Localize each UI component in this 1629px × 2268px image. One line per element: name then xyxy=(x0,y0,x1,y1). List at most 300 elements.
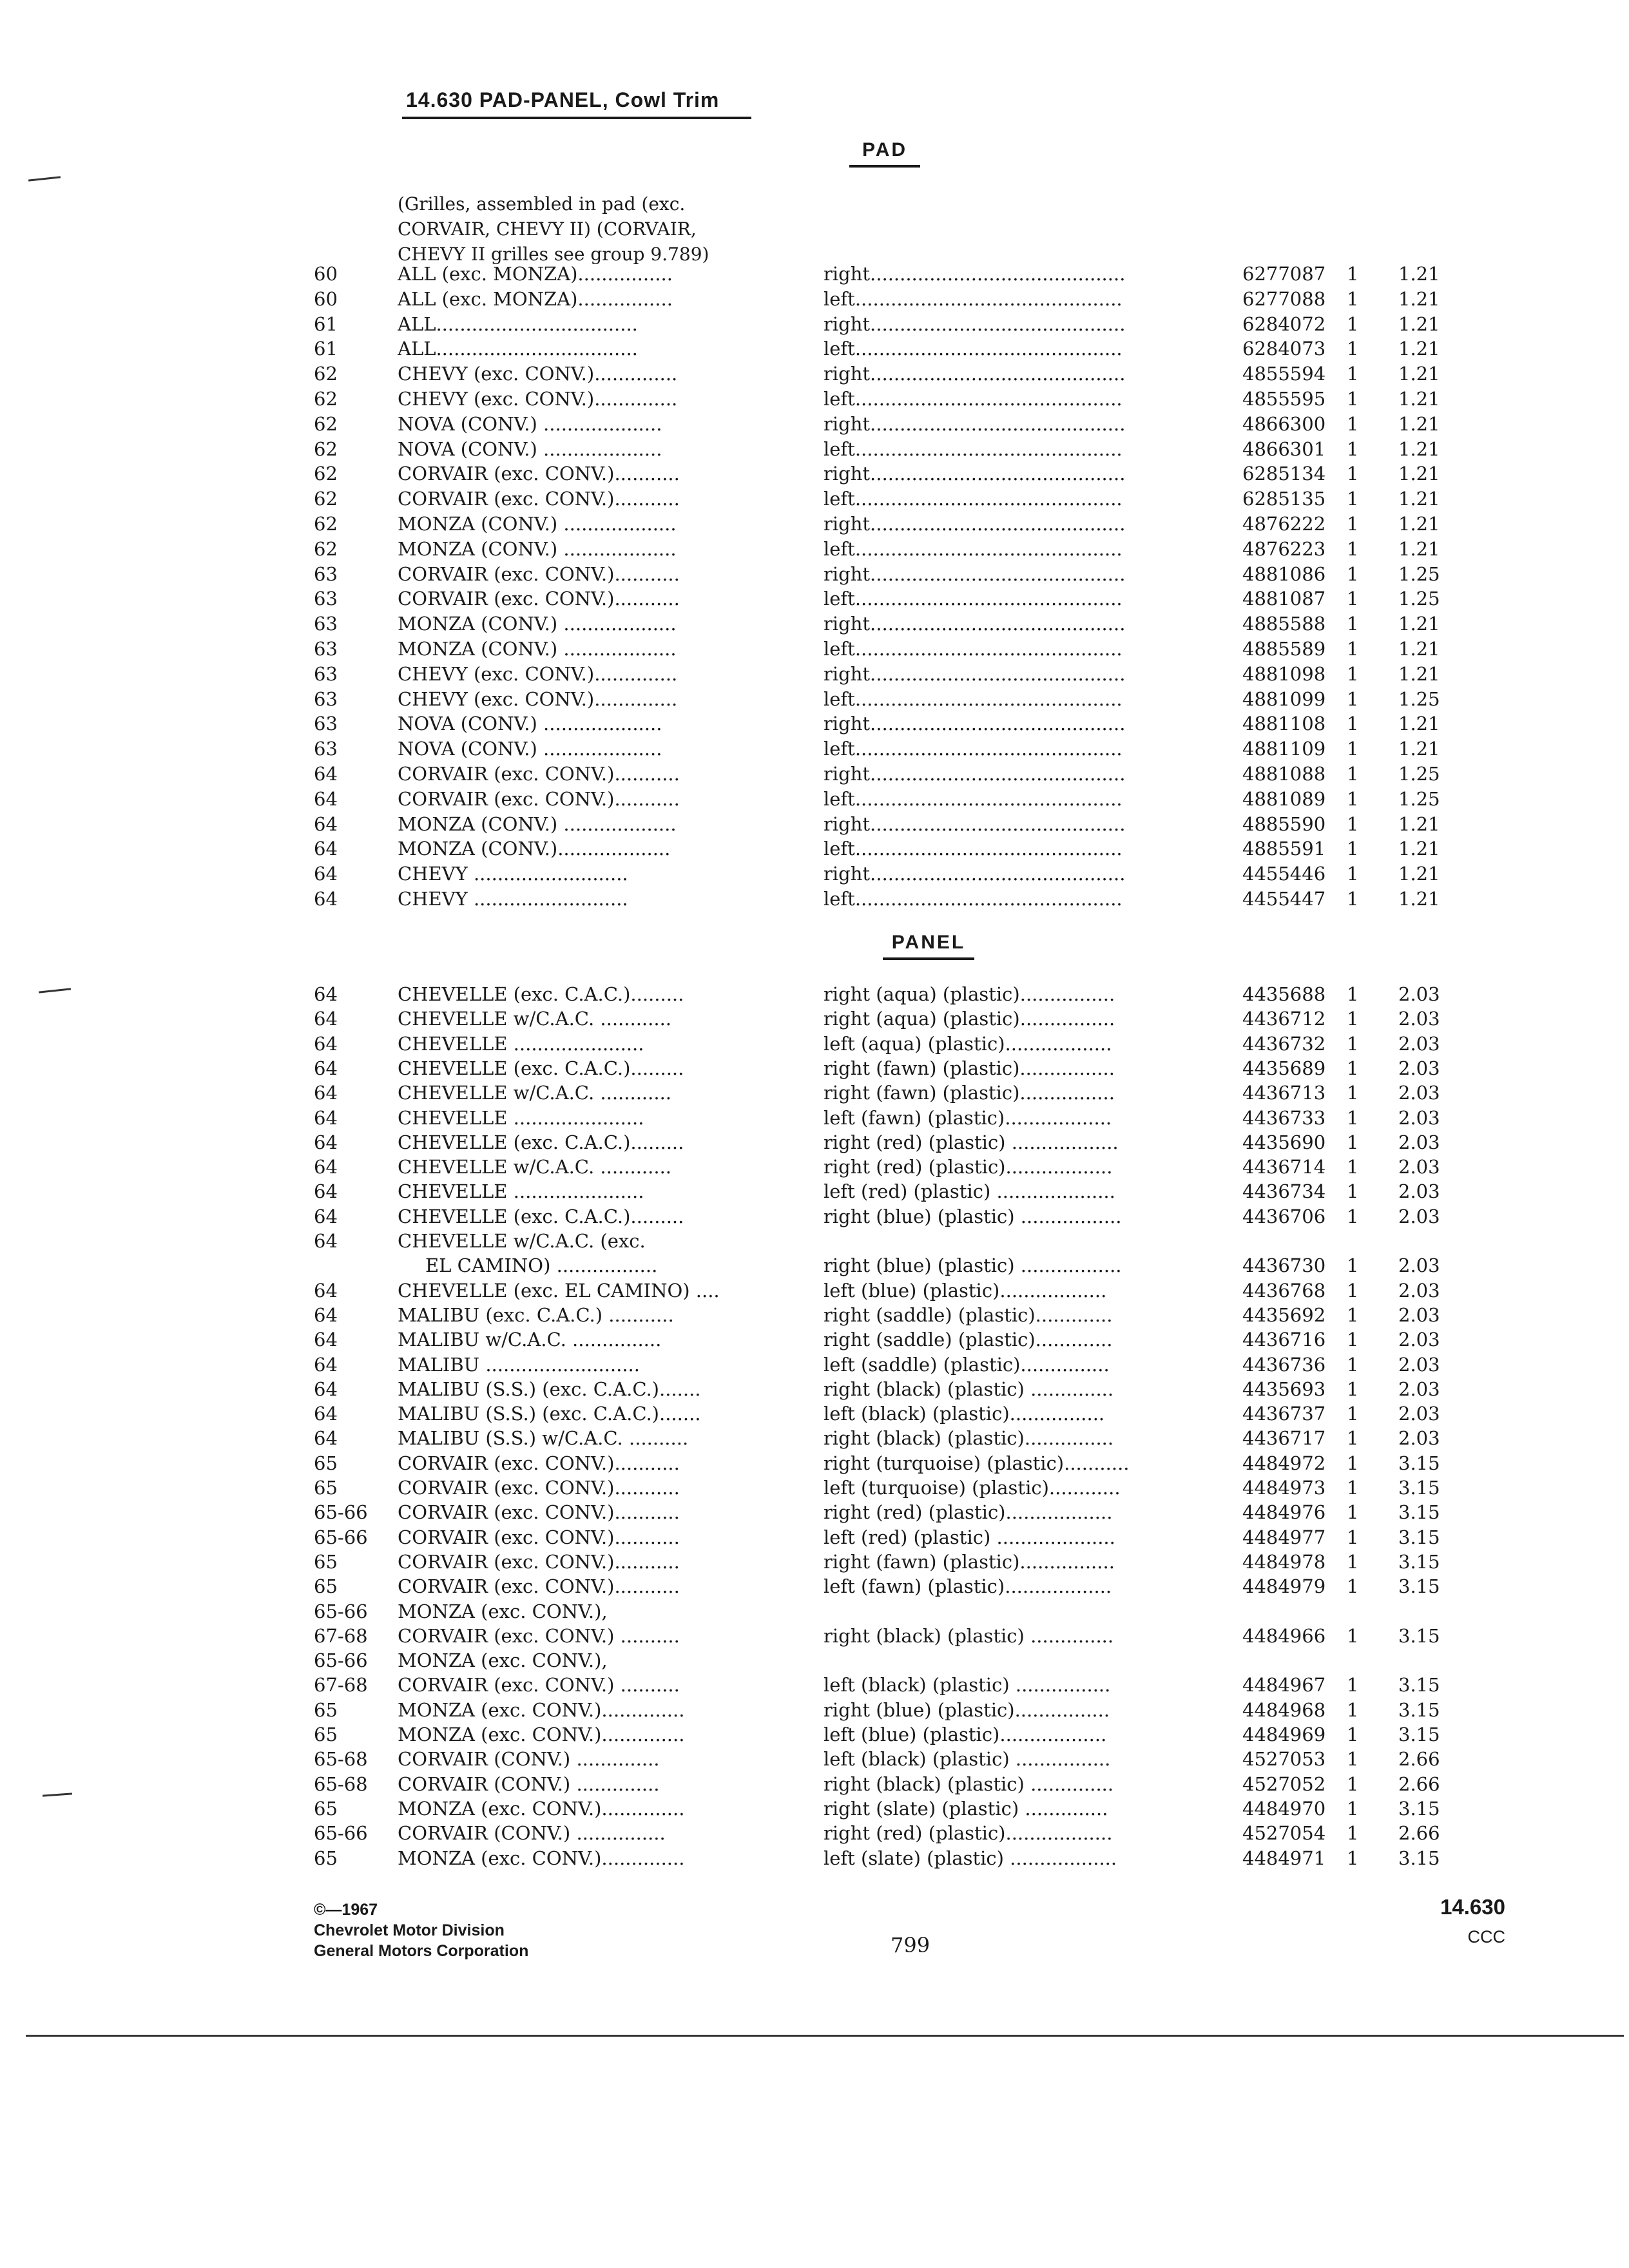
row-quantity: 1 xyxy=(1347,1156,1359,1178)
row-part-number: 4876223 xyxy=(1242,537,1326,560)
row-year: 64 xyxy=(314,1378,338,1400)
table-row xyxy=(0,361,1629,386)
table-row xyxy=(0,562,1629,586)
row-part-number: 4881086 xyxy=(1242,562,1326,585)
row-side: left (saddle) (plastic)............... xyxy=(824,1353,1110,1376)
row-quantity: 1 xyxy=(1347,1205,1359,1227)
row-price: 2.03 xyxy=(1398,1403,1440,1425)
row-side: left (blue) (plastic).................. xyxy=(824,1279,1107,1302)
row-quantity: 1 xyxy=(1347,738,1359,760)
row-year: 65-68 xyxy=(314,1773,368,1795)
row-part-number: 4436733 xyxy=(1242,1106,1326,1129)
row-year: 65 xyxy=(314,1698,338,1721)
row-part-number: 4484977 xyxy=(1242,1526,1326,1548)
row-year: 64 xyxy=(314,1303,338,1326)
row-side: right........................................... xyxy=(824,363,1126,385)
row-side: right (saddle) (plastic)............. xyxy=(824,1329,1113,1351)
row-side: left (fawn) (plastic).................. xyxy=(824,1106,1112,1129)
table-row xyxy=(0,1303,1629,1327)
row-year: 65 xyxy=(314,1452,338,1474)
row-year: 62 xyxy=(314,488,338,510)
table-row xyxy=(0,1747,1629,1771)
table-row xyxy=(0,1130,1629,1155)
row-price: 2.03 xyxy=(1398,1254,1440,1277)
row-quantity: 1 xyxy=(1347,513,1359,535)
row-side: left (black) (plastic) ................ xyxy=(824,1748,1111,1771)
row-price: 1.21 xyxy=(1398,863,1440,885)
row-part-number: 4885591 xyxy=(1242,838,1326,860)
row-price: 1.21 xyxy=(1398,338,1440,360)
table-row xyxy=(0,512,1629,536)
table-row xyxy=(0,486,1629,511)
row-model: MALIBU (S.S.) (exc. C.A.C.)....... xyxy=(398,1403,701,1425)
table-row xyxy=(0,1525,1629,1550)
row-year: 67-68 xyxy=(314,1674,368,1696)
row-part-number: 4435693 xyxy=(1242,1378,1326,1400)
row-part-number: 4435688 xyxy=(1242,983,1326,1005)
row-part-number: 4455446 xyxy=(1242,863,1326,885)
row-part-number: 4436716 xyxy=(1242,1329,1326,1351)
table-row xyxy=(0,1624,1629,1648)
row-side: right........................................... xyxy=(824,863,1126,885)
row-model: CHEVELLE ...................... xyxy=(398,1180,644,1203)
row-side: left............................................. xyxy=(824,787,1123,810)
note-line: (Grilles, assembled in pad (exc. xyxy=(398,193,686,215)
row-model: MONZA (exc. CONV.), xyxy=(398,1600,608,1622)
row-quantity: 1 xyxy=(1347,412,1359,435)
row-model: MALIBU (exc. C.A.C.) ........... xyxy=(398,1303,674,1326)
row-part-number: 4436713 xyxy=(1242,1082,1326,1104)
row-price: 1.21 xyxy=(1398,713,1440,735)
row-side: left (blue) (plastic).................. xyxy=(824,1724,1107,1745)
row-year: 62 xyxy=(314,388,338,410)
row-price: 1.21 xyxy=(1398,738,1440,760)
row-side: left (turquoise) (plastic)............ xyxy=(824,1477,1121,1499)
row-part-number: 4881099 xyxy=(1242,687,1326,710)
table-row xyxy=(0,412,1629,436)
row-model: MONZA (CONV.) ................... xyxy=(398,638,677,660)
row-quantity: 1 xyxy=(1347,638,1359,660)
row-part-number: 4484966 xyxy=(1242,1624,1326,1647)
row-price: 3.15 xyxy=(1398,1501,1440,1524)
row-model: CORVAIR (exc. CONV.)........... xyxy=(398,1477,680,1499)
row-side: right (black) (plastic) .............. xyxy=(824,1378,1114,1400)
row-side: right........................................... xyxy=(824,412,1126,435)
row-model: CHEVELLE (exc. C.A.C.)......... xyxy=(398,1057,684,1079)
row-model: CORVAIR (exc. CONV.)........... xyxy=(398,562,680,585)
row-model: CORVAIR (CONV.) .............. xyxy=(398,1773,660,1795)
table-row xyxy=(0,836,1629,861)
row-quantity: 1 xyxy=(1347,1822,1359,1845)
row-model: CORVAIR (exc. CONV.)........... xyxy=(398,588,680,610)
row-year: 64 xyxy=(314,1156,338,1178)
table-row xyxy=(0,1006,1629,1031)
row-year: 62 xyxy=(314,437,338,460)
table-row xyxy=(0,1327,1629,1352)
row-year: 64 xyxy=(314,1131,338,1153)
row-side: right (slate) (plastic) .............. xyxy=(824,1797,1108,1820)
row-price: 2.03 xyxy=(1398,1303,1440,1326)
row-side: right (saddle) (plastic)............. xyxy=(824,1303,1113,1326)
table-row xyxy=(0,736,1629,761)
row-quantity: 1 xyxy=(1347,388,1359,410)
table-row xyxy=(0,537,1629,561)
row-quantity: 1 xyxy=(1347,863,1359,885)
pad-underline xyxy=(849,165,920,168)
row-quantity: 1 xyxy=(1347,888,1359,910)
row-quantity: 1 xyxy=(1347,763,1359,785)
row-price: 1.25 xyxy=(1398,687,1440,710)
table-row xyxy=(0,1648,1629,1673)
row-model: CHEVY .......................... xyxy=(398,888,628,910)
row-quantity: 1 xyxy=(1347,1082,1359,1104)
row-quantity: 1 xyxy=(1347,1057,1359,1079)
row-part-number: 6285134 xyxy=(1242,463,1326,485)
row-year: 64 xyxy=(314,1427,338,1450)
row-year: 62 xyxy=(314,412,338,435)
row-year: 61 xyxy=(314,312,338,335)
section-title-pad: PAD xyxy=(849,139,920,168)
row-side: right (aqua) (plastic)................ xyxy=(824,983,1115,1005)
row-price: 3.15 xyxy=(1398,1797,1440,1820)
row-model: CHEVY .......................... xyxy=(398,863,628,885)
row-part-number: 4866301 xyxy=(1242,437,1326,460)
row-price: 1.25 xyxy=(1398,787,1440,810)
row-quantity: 1 xyxy=(1347,437,1359,460)
table-row xyxy=(0,762,1629,786)
row-price: 1.21 xyxy=(1398,537,1440,560)
row-part-number: 4881108 xyxy=(1242,713,1326,735)
row-quantity: 1 xyxy=(1347,1501,1359,1524)
row-model: MONZA (exc. CONV.), xyxy=(398,1649,608,1672)
table-row xyxy=(0,461,1629,486)
table-row xyxy=(0,1475,1629,1500)
table-row xyxy=(0,336,1629,361)
row-quantity: 1 xyxy=(1347,312,1359,335)
table-row xyxy=(0,312,1629,336)
row-side: left............................................. xyxy=(824,537,1123,560)
row-price: 1.21 xyxy=(1398,838,1440,860)
row-year: 64 xyxy=(314,1329,338,1351)
row-model: NOVA (CONV.) .................... xyxy=(398,713,662,735)
row-part-number: 4484979 xyxy=(1242,1575,1326,1598)
row-quantity: 1 xyxy=(1347,463,1359,485)
row-price: 2.03 xyxy=(1398,1378,1440,1400)
row-price: 1.21 xyxy=(1398,513,1440,535)
row-quantity: 1 xyxy=(1347,488,1359,510)
row-year: 67-68 xyxy=(314,1624,368,1647)
row-side: right (black) (plastic) .............. xyxy=(824,1773,1114,1795)
row-model: MONZA (CONV.) ................... xyxy=(398,613,677,635)
row-quantity: 1 xyxy=(1347,1032,1359,1055)
row-quantity: 1 xyxy=(1347,1748,1359,1771)
table-row xyxy=(0,1056,1629,1081)
row-side: right (fawn) (plastic)................ xyxy=(824,1550,1115,1573)
row-side: right........................................... xyxy=(824,613,1126,635)
row-year: 63 xyxy=(314,713,338,735)
row-side: right........................................... xyxy=(824,812,1126,835)
row-price: 3.15 xyxy=(1398,1452,1440,1474)
row-side: left (slate) (plastic) .................. xyxy=(824,1847,1117,1869)
table-row xyxy=(0,687,1629,711)
row-part-number: 4436736 xyxy=(1242,1353,1326,1376)
row-part-number: 4436737 xyxy=(1242,1403,1326,1425)
table-row xyxy=(0,1796,1629,1821)
row-year: 64 xyxy=(314,863,338,885)
table-row xyxy=(0,1155,1629,1179)
row-model: NOVA (CONV.) .................... xyxy=(398,412,662,435)
row-side: right (red) (plastic) .................. xyxy=(824,1131,1119,1153)
footer-section-code xyxy=(1440,1892,1505,1952)
row-part-number: 4484971 xyxy=(1242,1847,1326,1869)
row-price: 2.03 xyxy=(1398,1082,1440,1104)
row-year: 65-66 xyxy=(314,1501,368,1524)
row-model: CORVAIR (exc. CONV.)........... xyxy=(398,787,680,810)
row-price: 3.15 xyxy=(1398,1847,1440,1869)
row-quantity: 1 xyxy=(1347,1526,1359,1548)
row-quantity: 1 xyxy=(1347,1452,1359,1474)
row-model: MONZA (exc. CONV.).............. xyxy=(398,1724,685,1745)
table-row xyxy=(0,812,1629,836)
row-price: 2.03 xyxy=(1398,1156,1440,1178)
row-side: left............................................. xyxy=(824,588,1123,610)
row-part-number: 4484967 xyxy=(1242,1674,1326,1696)
row-side: right........................................... xyxy=(824,662,1126,685)
row-price: 2.03 xyxy=(1398,1205,1440,1227)
row-side: left (red) (plastic) .................... xyxy=(824,1526,1115,1548)
row-quantity: 1 xyxy=(1347,1427,1359,1450)
table-row xyxy=(0,1821,1629,1845)
row-price: 2.03 xyxy=(1398,1180,1440,1203)
row-year: 64 xyxy=(314,1180,338,1203)
row-quantity: 1 xyxy=(1347,588,1359,610)
row-quantity: 1 xyxy=(1347,687,1359,710)
table-row xyxy=(0,1846,1629,1870)
row-year: 64 xyxy=(314,1082,338,1104)
table-row xyxy=(0,1426,1629,1450)
row-price: 1.21 xyxy=(1398,662,1440,685)
row-quantity: 1 xyxy=(1347,1008,1359,1030)
row-part-number: 6284073 xyxy=(1242,338,1326,360)
row-side: left............................................. xyxy=(824,638,1123,660)
row-part-number: 4436732 xyxy=(1242,1032,1326,1055)
row-year: 65 xyxy=(314,1477,338,1499)
row-model: CHEVY (exc. CONV.).............. xyxy=(398,363,678,385)
row-year: 63 xyxy=(314,638,338,660)
table-row xyxy=(0,711,1629,736)
row-quantity: 1 xyxy=(1347,1180,1359,1203)
row-model: CHEVELLE w/C.A.C. ............ xyxy=(398,1082,672,1104)
footer-publisher xyxy=(314,1899,528,1961)
row-quantity: 1 xyxy=(1347,983,1359,1005)
row-quantity: 1 xyxy=(1347,1847,1359,1869)
row-price: 1.21 xyxy=(1398,613,1440,635)
row-year: 60 xyxy=(314,287,338,310)
row-year: 64 xyxy=(314,763,338,785)
note-line: CHEVY II grilles see group 9.789) xyxy=(398,244,709,265)
row-model: CORVAIR (exc. CONV.)........... xyxy=(398,488,680,510)
row-quantity: 1 xyxy=(1347,613,1359,635)
row-price: 3.15 xyxy=(1398,1477,1440,1499)
row-quantity: 1 xyxy=(1347,562,1359,585)
table-row xyxy=(0,637,1629,661)
row-year: 64 xyxy=(314,983,338,1005)
row-model: CORVAIR (exc. CONV.)........... xyxy=(398,1501,680,1524)
row-part-number: 4436730 xyxy=(1242,1254,1326,1277)
row-price: 1.21 xyxy=(1398,437,1440,460)
row-year: 64 xyxy=(314,787,338,810)
row-model: CORVAIR (exc. CONV.) .......... xyxy=(398,1624,680,1647)
row-year: 65-66 xyxy=(314,1822,368,1845)
table-row xyxy=(0,1451,1629,1475)
row-price: 2.03 xyxy=(1398,1106,1440,1129)
row-year: 62 xyxy=(314,513,338,535)
row-quantity: 1 xyxy=(1347,1303,1359,1326)
row-model: MALIBU (S.S.) w/C.A.C. .......... xyxy=(398,1427,689,1450)
row-part-number: 4435690 xyxy=(1242,1131,1326,1153)
row-side: left (black) (plastic) ................ xyxy=(824,1674,1111,1696)
row-model: CORVAIR (exc. CONV.) .......... xyxy=(398,1674,680,1696)
row-model: CHEVY (exc. CONV.).............. xyxy=(398,388,678,410)
row-quantity: 1 xyxy=(1347,1106,1359,1129)
row-part-number: 4435692 xyxy=(1242,1303,1326,1326)
row-price: 2.66 xyxy=(1398,1822,1440,1845)
row-price: 1.21 xyxy=(1398,388,1440,410)
row-quantity: 1 xyxy=(1347,1773,1359,1795)
section-code: 14.630 xyxy=(1440,1895,1505,1919)
row-model: MALIBU w/C.A.C. ............... xyxy=(398,1329,662,1351)
row-side: right........................................... xyxy=(824,263,1126,285)
row-quantity: 1 xyxy=(1347,287,1359,310)
row-side: right........................................... xyxy=(824,463,1126,485)
row-side: right (blue) (plastic) ................. xyxy=(824,1205,1122,1227)
row-year: 65 xyxy=(314,1575,338,1598)
row-model: CHEVELLE (exc. C.A.C.)......... xyxy=(398,1205,684,1227)
table-row xyxy=(0,1377,1629,1401)
row-side: left............................................. xyxy=(824,338,1123,360)
row-quantity: 1 xyxy=(1347,1674,1359,1696)
row-part-number: 4436717 xyxy=(1242,1427,1326,1450)
row-model: CHEVELLE (exc. C.A.C.)......... xyxy=(398,983,684,1005)
row-part-number: 4436712 xyxy=(1242,1008,1326,1030)
row-side: left............................................. xyxy=(824,888,1123,910)
bottom-rule xyxy=(26,2035,1624,2037)
table-row xyxy=(0,387,1629,411)
row-part-number: 6285135 xyxy=(1242,488,1326,510)
table-row xyxy=(0,1229,1629,1253)
row-quantity: 1 xyxy=(1347,1378,1359,1400)
row-part-number: 4484969 xyxy=(1242,1724,1326,1745)
row-part-number: 4866300 xyxy=(1242,412,1326,435)
row-model: CHEVELLE (exc. EL CAMINO) .... xyxy=(398,1279,720,1302)
table-row xyxy=(0,982,1629,1006)
row-quantity: 1 xyxy=(1347,1353,1359,1376)
table-row xyxy=(0,1081,1629,1105)
row-part-number: 4484976 xyxy=(1242,1501,1326,1524)
row-model: MALIBU (S.S.) (exc. C.A.C.)....... xyxy=(398,1378,701,1400)
row-model: MONZA (CONV.)................... xyxy=(398,838,671,860)
row-side: right (red) (plastic).................. xyxy=(824,1501,1113,1524)
row-model: CORVAIR (exc. CONV.)........... xyxy=(398,763,680,785)
row-model: CHEVELLE ...................... xyxy=(398,1106,644,1129)
row-side: right (fawn) (plastic)................ xyxy=(824,1057,1115,1079)
row-year: 62 xyxy=(314,537,338,560)
table-row xyxy=(0,1032,1629,1056)
table-row xyxy=(0,662,1629,686)
row-price: 3.15 xyxy=(1398,1698,1440,1721)
header-underline xyxy=(402,117,751,119)
row-part-number: 4484972 xyxy=(1242,1452,1326,1474)
row-side: right (black) (plastic) .............. xyxy=(824,1624,1114,1647)
row-model: CORVAIR (exc. CONV.)........... xyxy=(398,463,680,485)
row-price: 2.66 xyxy=(1398,1773,1440,1795)
row-side: left (aqua) (plastic).................. xyxy=(824,1032,1112,1055)
row-side: right........................................... xyxy=(824,713,1126,735)
table-row xyxy=(0,1401,1629,1426)
row-model: ALL (exc. MONZA)................ xyxy=(398,287,673,310)
row-part-number: 4455447 xyxy=(1242,888,1326,910)
row-year: 63 xyxy=(314,613,338,635)
row-year: 65 xyxy=(314,1847,338,1869)
row-quantity: 1 xyxy=(1347,1724,1359,1745)
row-quantity: 1 xyxy=(1347,713,1359,735)
row-year: 60 xyxy=(314,263,338,285)
row-year: 63 xyxy=(314,562,338,585)
table-row xyxy=(0,1352,1629,1377)
row-quantity: 1 xyxy=(1347,1279,1359,1302)
row-price: 1.25 xyxy=(1398,588,1440,610)
row-part-number: 4484978 xyxy=(1242,1550,1326,1573)
table-row xyxy=(0,262,1629,286)
row-side: right (blue) (plastic) ................. xyxy=(824,1254,1122,1277)
row-side: left............................................. xyxy=(824,287,1123,310)
footer-copyright: ©—1967 xyxy=(314,1901,378,1919)
row-part-number: 4885589 xyxy=(1242,638,1326,660)
table-row xyxy=(0,1500,1629,1524)
row-part-number: 4881098 xyxy=(1242,662,1326,685)
row-year: 61 xyxy=(314,338,338,360)
row-model: CHEVY (exc. CONV.).............. xyxy=(398,687,678,710)
row-part-number: 4484968 xyxy=(1242,1698,1326,1721)
row-side: right (red) (plastic).................. xyxy=(824,1156,1113,1178)
row-part-number: 4527052 xyxy=(1242,1773,1326,1795)
row-quantity: 1 xyxy=(1347,812,1359,835)
row-part-number: 4484970 xyxy=(1242,1797,1326,1820)
row-quantity: 1 xyxy=(1347,787,1359,810)
row-year: 62 xyxy=(314,463,338,485)
note-line: CORVAIR, CHEVY II) (CORVAIR, xyxy=(398,218,697,240)
row-side: right........................................... xyxy=(824,312,1126,335)
row-side: right (red) (plastic).................. xyxy=(824,1822,1113,1845)
row-quantity: 1 xyxy=(1347,363,1359,385)
row-model: CORVAIR (exc. CONV.)........... xyxy=(398,1550,680,1573)
row-price: 2.03 xyxy=(1398,1131,1440,1153)
row-price: 2.03 xyxy=(1398,1008,1440,1030)
row-model: CORVAIR (CONV.) .............. xyxy=(398,1748,660,1771)
row-year: 65 xyxy=(314,1797,338,1820)
row-model: MONZA (exc. CONV.).............. xyxy=(398,1797,685,1820)
row-model: ALL.................................. xyxy=(398,312,638,335)
row-price: 3.15 xyxy=(1398,1526,1440,1548)
row-side: left............................................. xyxy=(824,838,1123,860)
row-model: ALL (exc. MONZA)................ xyxy=(398,263,673,285)
row-year: 64 xyxy=(314,1032,338,1055)
row-side: right (black) (plastic)............... xyxy=(824,1427,1114,1450)
table-row xyxy=(0,1599,1629,1624)
row-side: right (aqua) (plastic)................ xyxy=(824,1008,1115,1030)
row-price: 1.21 xyxy=(1398,488,1440,510)
row-part-number: 4436714 xyxy=(1242,1156,1326,1178)
